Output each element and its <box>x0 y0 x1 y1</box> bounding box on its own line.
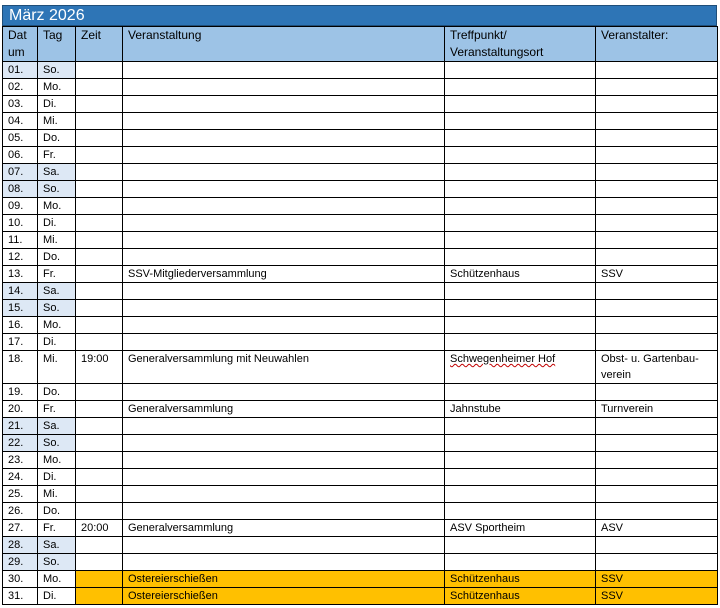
cell-time[interactable] <box>76 334 123 351</box>
cell-time[interactable]: 20:00 <box>76 520 123 537</box>
cell-day[interactable]: Fr. <box>38 266 76 283</box>
cell-organizer[interactable] <box>596 215 718 232</box>
cell-date[interactable]: 18. <box>3 351 38 384</box>
cell-date[interactable]: 26. <box>3 503 38 520</box>
table-row <box>3 215 718 232</box>
cell-event[interactable] <box>123 334 445 351</box>
table-row <box>3 283 718 300</box>
cell-time[interactable] <box>76 486 123 503</box>
cell-time[interactable] <box>76 300 123 317</box>
cell-venue[interactable] <box>445 435 596 452</box>
cell-date[interactable]: 10. <box>3 215 38 232</box>
cell-event[interactable] <box>123 503 445 520</box>
cell-time[interactable] <box>76 130 123 147</box>
table-row <box>3 96 718 113</box>
cell-venue[interactable] <box>445 164 596 181</box>
cell-date[interactable]: 16. <box>3 317 38 334</box>
cell-event[interactable] <box>123 418 445 435</box>
header-day[interactable]: Tag <box>38 27 76 62</box>
cell-time[interactable] <box>76 469 123 486</box>
cell-date[interactable]: 12. <box>3 249 38 266</box>
cell-event[interactable] <box>123 384 445 401</box>
cell-venue[interactable] <box>445 147 596 164</box>
cell-day[interactable]: Do. <box>38 249 76 266</box>
cell-organizer[interactable] <box>596 435 718 452</box>
cell-organizer[interactable] <box>596 300 718 317</box>
cell-event[interactable] <box>123 232 445 249</box>
table-row <box>3 113 718 130</box>
cell-event[interactable] <box>123 452 445 469</box>
cell-time[interactable] <box>76 249 123 266</box>
cell-date[interactable]: 02. <box>3 79 38 96</box>
cell-date[interactable]: 22. <box>3 435 38 452</box>
cell-day[interactable]: Mo. <box>38 79 76 96</box>
cell-day[interactable]: Sa. <box>38 164 76 181</box>
cell-date[interactable]: 15. <box>3 300 38 317</box>
cell-day[interactable]: Mi. <box>38 486 76 503</box>
table-row <box>3 384 718 401</box>
cell-organizer[interactable] <box>596 113 718 130</box>
cell-venue[interactable] <box>445 181 596 198</box>
cell-event[interactable] <box>123 147 445 164</box>
cell-event[interactable] <box>123 113 445 130</box>
table-row <box>3 130 718 147</box>
cell-day[interactable]: Mo. <box>38 452 76 469</box>
cell-date[interactable]: 17. <box>3 334 38 351</box>
cell-time[interactable] <box>76 96 123 113</box>
cell-organizer[interactable] <box>596 164 718 181</box>
cell-day[interactable]: So. <box>38 181 76 198</box>
cell-organizer[interactable]: ASV <box>596 520 718 537</box>
table-row <box>3 62 718 79</box>
cell-day[interactable]: Mi. <box>38 113 76 130</box>
cell-event[interactable]: Ostereierschießen <box>123 571 445 588</box>
table-row <box>3 401 718 418</box>
cell-date[interactable]: 04. <box>3 113 38 130</box>
cell-day[interactable]: Do. <box>38 503 76 520</box>
cell-organizer[interactable] <box>596 181 718 198</box>
cell-event[interactable] <box>123 537 445 554</box>
cell-event[interactable] <box>123 283 445 300</box>
cell-venue[interactable] <box>445 384 596 401</box>
table-row <box>3 300 718 317</box>
table-row <box>3 164 718 181</box>
cell-day[interactable]: Mo. <box>38 571 76 588</box>
cell-day[interactable]: So. <box>38 62 76 79</box>
cell-venue[interactable] <box>445 249 596 266</box>
table-row <box>3 334 718 351</box>
cell-date[interactable]: 14. <box>3 283 38 300</box>
month-title-bar <box>2 5 717 26</box>
cell-date[interactable]: 20. <box>3 401 38 418</box>
cell-time[interactable] <box>76 266 123 283</box>
table-row <box>3 554 718 571</box>
cell-day[interactable]: So. <box>38 554 76 571</box>
cell-venue[interactable]: Schwegenheimer Hof <box>445 351 596 384</box>
cell-organizer[interactable] <box>596 334 718 351</box>
cell-organizer[interactable] <box>596 384 718 401</box>
table-row <box>3 435 718 452</box>
table-row <box>3 588 718 605</box>
cell-day[interactable]: So. <box>38 435 76 452</box>
table-row <box>3 520 718 537</box>
table-row <box>3 503 718 520</box>
table-row <box>3 249 718 266</box>
table-row <box>3 232 718 249</box>
cell-time[interactable]: 19:00 <box>76 351 123 384</box>
cell-organizer[interactable] <box>596 62 718 79</box>
cell-event[interactable] <box>123 486 445 503</box>
cell-organizer[interactable]: SSV <box>596 571 718 588</box>
table-row <box>3 351 718 384</box>
cell-event[interactable]: SSV-Mitgliederversammlung <box>123 266 445 283</box>
cell-time[interactable] <box>76 452 123 469</box>
cell-organizer[interactable]: Obst- u. Gartenbau-verein <box>596 351 718 384</box>
cell-date[interactable]: 24. <box>3 469 38 486</box>
cell-date[interactable]: 11. <box>3 232 38 249</box>
cell-venue[interactable] <box>445 469 596 486</box>
cell-time[interactable] <box>76 503 123 520</box>
cell-event[interactable] <box>123 62 445 79</box>
cell-time[interactable] <box>76 198 123 215</box>
cell-event[interactable] <box>123 469 445 486</box>
table-body <box>3 62 718 605</box>
header-row <box>3 27 718 62</box>
cell-day[interactable]: Do. <box>38 384 76 401</box>
cell-organizer[interactable] <box>596 232 718 249</box>
cell-day[interactable]: Sa. <box>38 537 76 554</box>
cell-time[interactable] <box>76 317 123 334</box>
cell-organizer[interactable] <box>596 469 718 486</box>
cell-event[interactable]: Ostereierschießen <box>123 588 445 605</box>
cell-date[interactable]: 23. <box>3 452 38 469</box>
cell-event[interactable] <box>123 198 445 215</box>
cell-venue[interactable]: Schützenhaus <box>445 571 596 588</box>
cell-day[interactable]: Mi. <box>38 232 76 249</box>
cell-time[interactable] <box>76 181 123 198</box>
cell-venue[interactable] <box>445 62 596 79</box>
cell-organizer[interactable] <box>596 554 718 571</box>
cell-event[interactable] <box>123 300 445 317</box>
cell-organizer[interactable] <box>596 96 718 113</box>
cell-day[interactable]: So. <box>38 300 76 317</box>
cell-time[interactable] <box>76 215 123 232</box>
cell-day[interactable]: Di. <box>38 469 76 486</box>
cell-venue[interactable] <box>445 486 596 503</box>
cell-date[interactable]: 25. <box>3 486 38 503</box>
cell-venue[interactable] <box>445 334 596 351</box>
table-row <box>3 181 718 198</box>
cell-time[interactable] <box>76 571 123 588</box>
header-venue-line2: Veranstaltungsort <box>450 45 544 59</box>
table-row <box>3 537 718 554</box>
cell-event[interactable] <box>123 96 445 113</box>
cell-time[interactable] <box>76 79 123 96</box>
cell-day[interactable]: Di. <box>38 215 76 232</box>
cell-date[interactable]: 13. <box>3 266 38 283</box>
cell-date[interactable]: 19. <box>3 384 38 401</box>
cell-time[interactable] <box>76 113 123 130</box>
table-row <box>3 79 718 96</box>
header-date-line2: um <box>8 45 25 59</box>
cell-day[interactable]: Mo. <box>38 317 76 334</box>
cell-venue[interactable]: Schützenhaus <box>445 266 596 283</box>
table-row <box>3 452 718 469</box>
cell-venue[interactable] <box>445 452 596 469</box>
header-organizer[interactable]: Veranstalter: <box>596 27 718 62</box>
cell-time[interactable] <box>76 384 123 401</box>
table-row <box>3 317 718 334</box>
cell-event[interactable] <box>123 249 445 266</box>
cell-day[interactable]: Di. <box>38 96 76 113</box>
cell-organizer[interactable] <box>596 418 718 435</box>
cell-venue[interactable] <box>445 537 596 554</box>
cell-venue[interactable] <box>445 96 596 113</box>
cell-venue[interactable] <box>445 79 596 96</box>
header-date[interactable] <box>3 27 38 62</box>
cell-organizer[interactable] <box>596 537 718 554</box>
cell-venue[interactable] <box>445 198 596 215</box>
cell-day[interactable]: Do. <box>38 130 76 147</box>
cell-time[interactable] <box>76 554 123 571</box>
cell-organizer[interactable] <box>596 452 718 469</box>
cell-time[interactable] <box>76 147 123 164</box>
cell-event[interactable] <box>123 435 445 452</box>
cell-date[interactable]: 09. <box>3 198 38 215</box>
cell-venue[interactable] <box>445 317 596 334</box>
cell-venue[interactable] <box>445 283 596 300</box>
cell-event[interactable] <box>123 215 445 232</box>
cell-date[interactable]: 29. <box>3 554 38 571</box>
cell-day[interactable]: Fr. <box>38 520 76 537</box>
cell-time[interactable] <box>76 283 123 300</box>
cell-venue[interactable]: Schützenhaus <box>445 588 596 605</box>
cell-day[interactable]: Fr. <box>38 401 76 418</box>
cell-time[interactable] <box>76 588 123 605</box>
cell-date[interactable]: 06. <box>3 147 38 164</box>
table-row <box>3 147 718 164</box>
cell-date[interactable]: 31. <box>3 588 38 605</box>
cell-event[interactable] <box>123 554 445 571</box>
cell-venue[interactable] <box>445 130 596 147</box>
cell-day[interactable]: Di. <box>38 588 76 605</box>
cell-organizer[interactable] <box>596 147 718 164</box>
header-event[interactable]: Veranstaltung <box>123 27 445 62</box>
cell-event[interactable] <box>123 181 445 198</box>
cell-venue[interactable] <box>445 215 596 232</box>
cell-event[interactable]: Generalversammlung mit Neuwahlen <box>123 351 445 384</box>
table-row <box>3 571 718 588</box>
cell-event[interactable]: Generalversammlung <box>123 401 445 418</box>
cell-organizer[interactable] <box>596 317 718 334</box>
table-row <box>3 486 718 503</box>
cell-organizer[interactable]: SSV <box>596 588 718 605</box>
cell-organizer[interactable]: Turnverein <box>596 401 718 418</box>
cell-organizer[interactable]: SSV <box>596 266 718 283</box>
month-title: März 2026 <box>9 7 85 24</box>
table-row <box>3 266 718 283</box>
cell-venue[interactable] <box>445 113 596 130</box>
cell-date[interactable]: 05. <box>3 130 38 147</box>
cell-day[interactable]: Fr. <box>38 147 76 164</box>
cell-time[interactable] <box>76 435 123 452</box>
cell-date[interactable]: 08. <box>3 181 38 198</box>
cell-venue[interactable] <box>445 232 596 249</box>
cell-venue[interactable] <box>445 503 596 520</box>
header-venue-line1: Treffpunkt/ <box>450 28 507 42</box>
cell-day[interactable]: Mo. <box>38 198 76 215</box>
cell-date[interactable]: 21. <box>3 418 38 435</box>
cell-date[interactable]: 01. <box>3 62 38 79</box>
cell-venue[interactable]: Jahnstube <box>445 401 596 418</box>
cell-day[interactable]: Sa. <box>38 418 76 435</box>
cell-day[interactable]: Sa. <box>38 283 76 300</box>
cell-time[interactable] <box>76 232 123 249</box>
table-row <box>3 198 718 215</box>
cell-venue[interactable] <box>445 418 596 435</box>
cell-organizer[interactable] <box>596 486 718 503</box>
cell-date[interactable]: 30. <box>3 571 38 588</box>
cell-day[interactable]: Di. <box>38 334 76 351</box>
cell-venue[interactable]: ASV Sportheim <box>445 520 596 537</box>
cell-date[interactable]: 28. <box>3 537 38 554</box>
cell-organizer[interactable] <box>596 198 718 215</box>
header-time[interactable]: Zeit <box>76 27 123 62</box>
cell-event[interactable] <box>123 130 445 147</box>
table-row <box>3 418 718 435</box>
cell-time[interactable] <box>76 401 123 418</box>
cell-date[interactable]: 27. <box>3 520 38 537</box>
cell-organizer[interactable] <box>596 503 718 520</box>
cell-time[interactable] <box>76 164 123 181</box>
cell-time[interactable] <box>76 537 123 554</box>
cell-date[interactable]: 07. <box>3 164 38 181</box>
events-table <box>2 26 718 605</box>
cell-organizer[interactable] <box>596 79 718 96</box>
header-venue[interactable] <box>445 27 596 62</box>
cell-venue[interactable] <box>445 554 596 571</box>
cell-event[interactable] <box>123 79 445 96</box>
cell-day[interactable]: Mi. <box>38 351 76 384</box>
cell-venue[interactable] <box>445 300 596 317</box>
cell-organizer[interactable] <box>596 130 718 147</box>
cell-event[interactable] <box>123 317 445 334</box>
cell-date[interactable]: 03. <box>3 96 38 113</box>
header-date-line1: Dat <box>8 28 27 42</box>
table-row <box>3 469 718 486</box>
cell-event[interactable]: Generalversammlung <box>123 520 445 537</box>
cell-time[interactable] <box>76 418 123 435</box>
cell-event[interactable] <box>123 164 445 181</box>
cell-time[interactable] <box>76 62 123 79</box>
cell-organizer[interactable] <box>596 283 718 300</box>
cell-organizer[interactable] <box>596 249 718 266</box>
